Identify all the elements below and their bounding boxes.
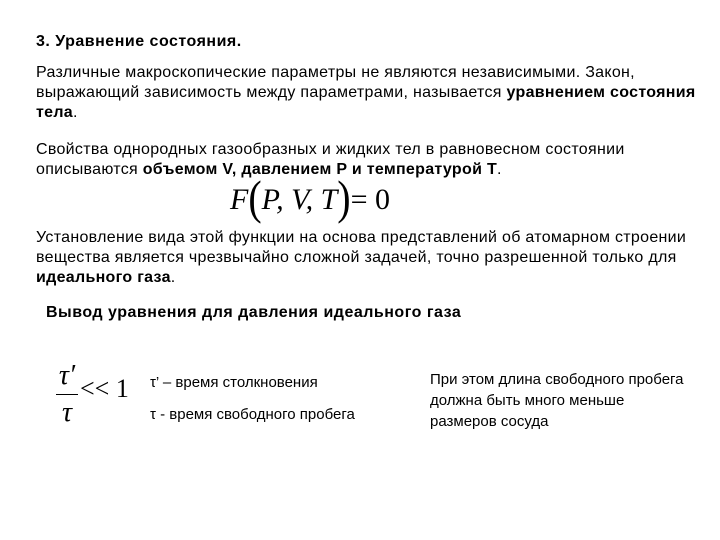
paragraph-state-parameters [36, 140, 696, 180]
section-heading: 3. Уравнение состояния. [36, 33, 242, 50]
definition-free-path-time: τ - время свободного пробега [150, 406, 355, 423]
term-ideal-gas: идеального газа [36, 269, 171, 286]
definition-collision-time: τ’ – время столкновения [150, 374, 318, 391]
equation-of-state-formula [230, 170, 391, 225]
paragraph-punct: . [497, 161, 502, 178]
formula-rhs: = 0 [350, 183, 391, 216]
paragraph-ideal-gas [36, 228, 696, 288]
fraction-relation: << 1 [80, 374, 129, 403]
paragraph-text: Различные макроскопические параметры не являются независимыми. Закон, выражающий зависимость между параметрами, называется [36, 64, 635, 101]
formula-args: P, V, T [261, 183, 338, 216]
term-parameters: объемом V, давлением P и температурой T [142, 161, 498, 178]
paragraph-punct: . [170, 269, 176, 286]
fraction-bar [56, 394, 78, 395]
paragraph-text: Установление вида этой функции на основа представлений об атомарном строении вещества является чрезвычайно сложной задачей, точно разрешенной только для [36, 229, 687, 266]
formula-open-paren: ( [248, 170, 262, 225]
term-equation-of-state: уравнением состояния тела [36, 84, 696, 121]
fraction-numerator: τ′ [58, 360, 76, 391]
formula-function: F [230, 183, 249, 216]
paragraph-punct: . [73, 104, 78, 121]
paragraph-text: Свойства однородных газообразных и жидких тел в равновесном состоянии описываются [36, 141, 625, 178]
time-ratio-fraction [56, 360, 78, 429]
formula-close-paren: ) [337, 170, 351, 225]
fraction-denominator: τ [61, 397, 73, 428]
free-path-note: При этом длина свободного пробега должна быть много меньше размеров сосуда [430, 371, 684, 430]
paragraph-state-definition [36, 63, 696, 123]
derivation-heading: Вывод уравнения для давления идеального газа [46, 304, 462, 321]
